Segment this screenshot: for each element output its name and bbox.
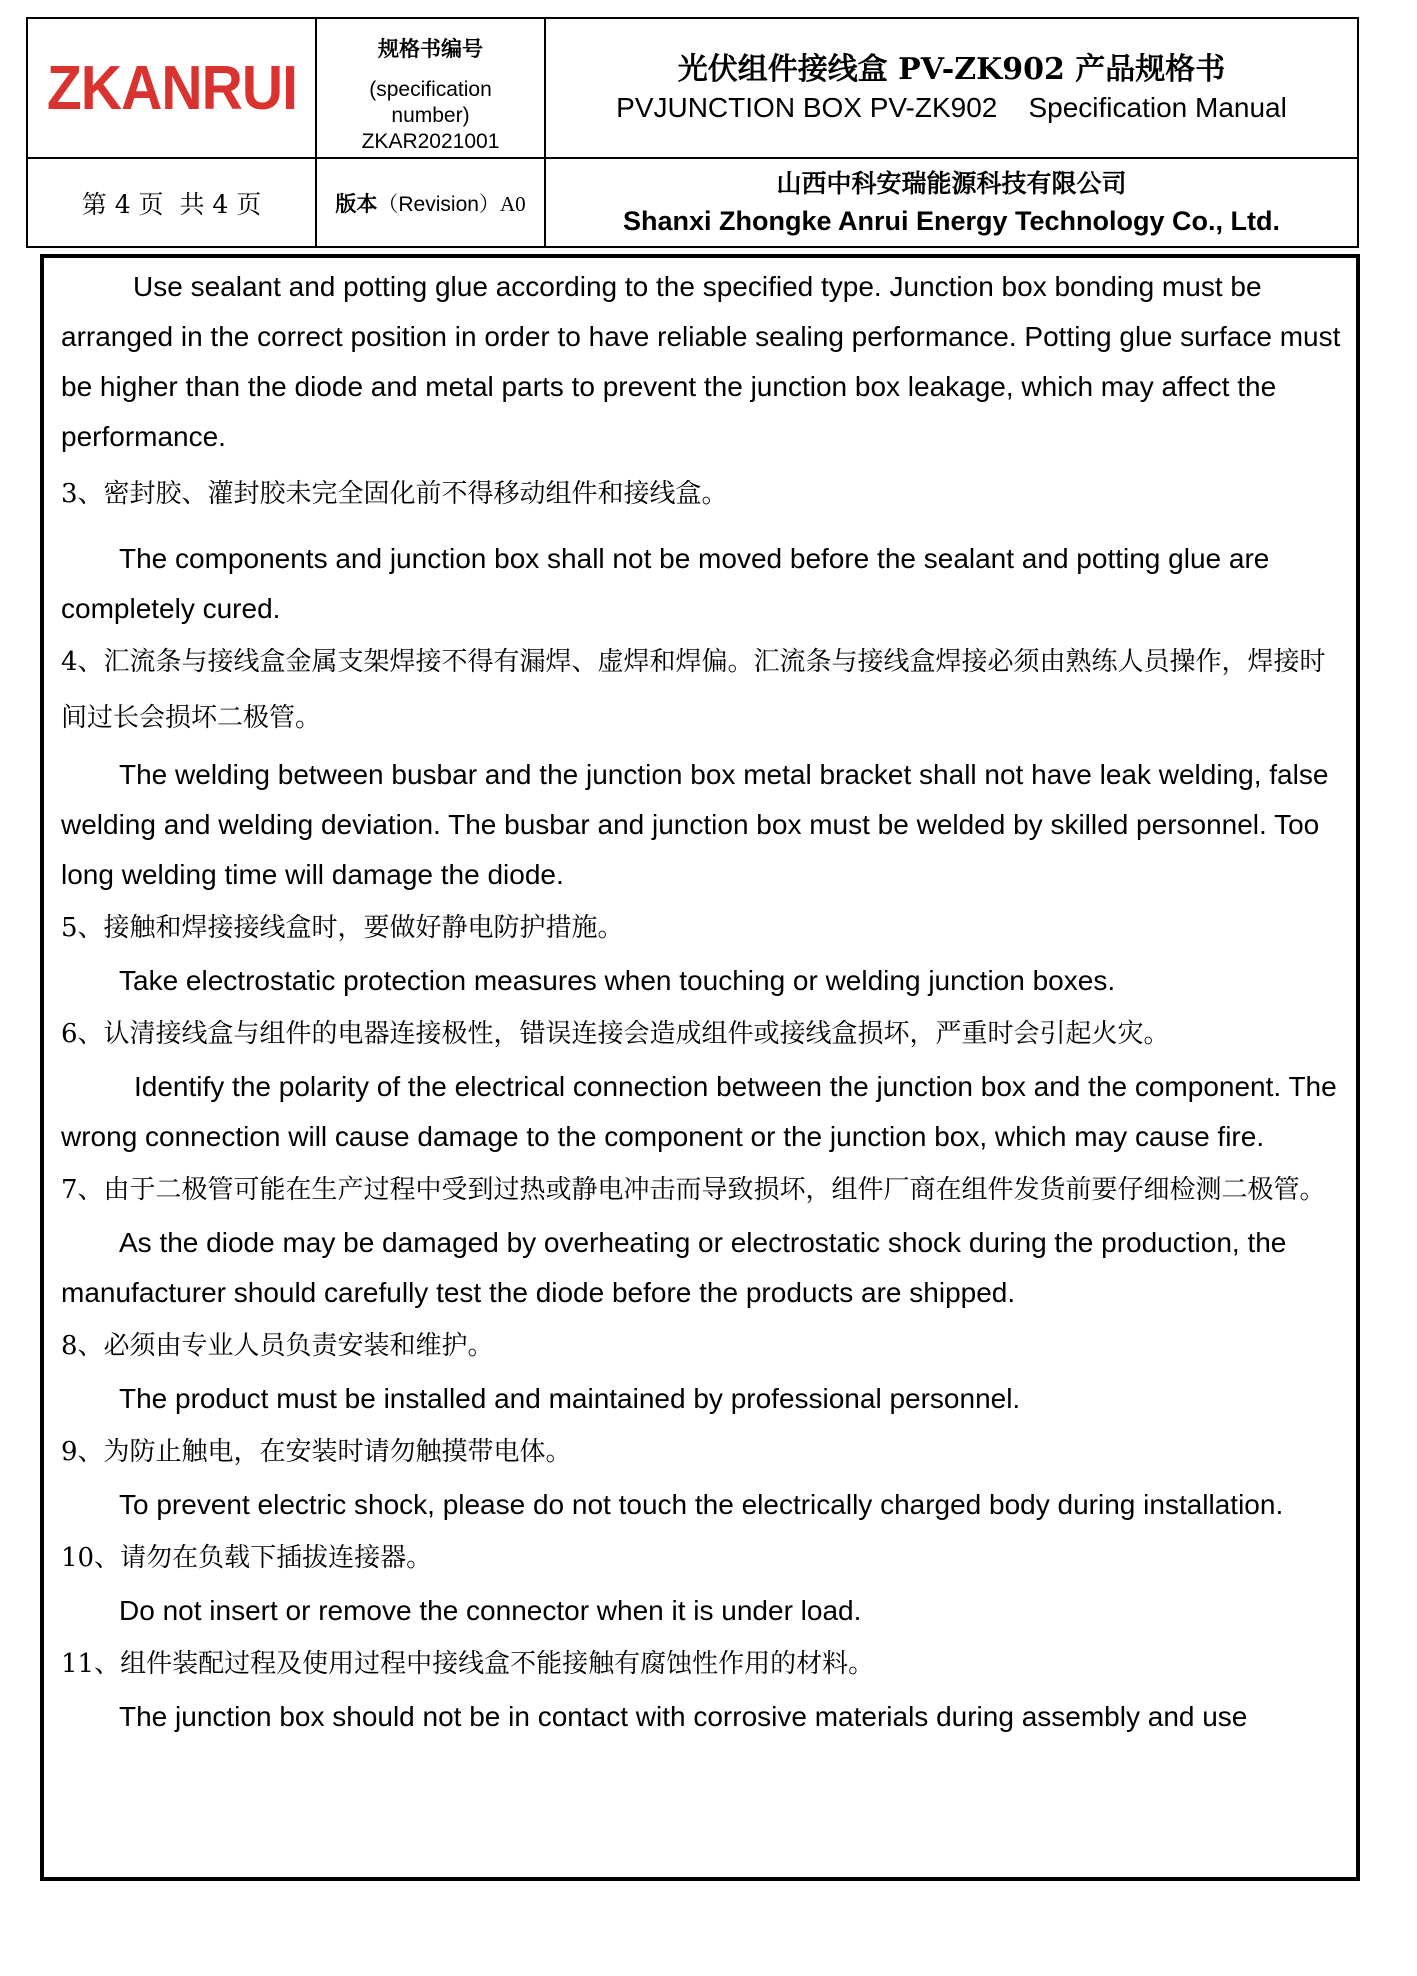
company-cell (546, 159, 1357, 246)
document-title-en: PVJUNCTION BOX PV-ZK902 Specification Manual (616, 92, 1287, 123)
revision-label-en: （Revision） (377, 192, 500, 216)
item-7-zh: 7、由于二极管可能在生产过程中受到过热或静电冲击而导致损坏，组件厂商在组件发货前要仔细检测二极管。 (61, 1175, 1326, 1205)
item-9-en: To prevent electric shock, please do not touch the electrically charged body during installation. (119, 1489, 1284, 1520)
document-title-zh: 光伏组件接线盒 PV-ZK902 产品规格书 (677, 52, 1226, 87)
item-6-zh: 6、认清接线盒与组件的电器连接极性，错误连接会造成组件或接线盒损坏，严重时会引起火灾。 (61, 1019, 1170, 1049)
item-8-zh: 8、必须由专业人员负责安装和维护。 (61, 1331, 494, 1361)
page-number: 第 4 页 共 4 页 (81, 189, 262, 219)
spec-number-cell (317, 19, 544, 157)
item-10-en: Do not insert or remove the connector when it is under load. (119, 1595, 862, 1626)
revision-value: A0 (499, 191, 526, 216)
title-cell (546, 19, 1357, 157)
document-header (26, 17, 1359, 248)
revision-cell (317, 159, 544, 246)
page-info-cell (28, 159, 315, 246)
spec-number-value: ZKAR2021001 (361, 130, 500, 153)
item-3-zh: 3、密封胶、灌封胶未完全固化前不得移动组件和接线盒。 (61, 479, 728, 509)
company-name-en: Shanxi Zhongke Anrui Energy Technology Co., Ltd. (622, 205, 1281, 236)
item-5-zh: 5、接触和焊接接线盒时，要做好静电防护措施。 (61, 913, 624, 943)
item-8-en: The product must be installed and maintained by professional personnel. (119, 1383, 1021, 1414)
company-name-zh: 山西中科安瑞能源科技有限公司 (776, 168, 1127, 198)
item-11-en: The junction box should not be in contact with corrosive materials during assembly and use (119, 1701, 1248, 1732)
item-6-en: Identify the polarity of the electrical connection between the junction box and the component. The wrong connection will cause damage to the component or the junction box, which may cause fire. (61, 1071, 1337, 1152)
item-4-zh: 4、汇流条与接线盒金属支架焊接不得有漏焊、虚焊和焊偏。汇流条与接线盒焊接必须由熟练人员操作，焊接时间过长会损坏二极管。 (61, 647, 1326, 733)
spec-number-label-en: (specification (369, 78, 492, 101)
spec-number-label-en-2: number) (391, 104, 470, 127)
item-10-zh: 10、请勿在负载下插拔连接器。 (61, 1543, 433, 1573)
item-11-zh: 11、组件装配过程及使用过程中接线盒不能接触有腐蚀性作用的材料。 (61, 1649, 875, 1679)
company-logo: ZKANRUI (46, 53, 297, 123)
paragraph-2-en: Use sealant and potting glue according to the specified type. Junction box bonding must be arranged in the correct position in order to have reliable sealing performance. Potting glue surface must be higher than the diode and metal parts to prevent the junction box leakage, which may affect the performance. (61, 271, 1341, 452)
item-5-en: Take electrostatic protection measures when touching or welding junction boxes. (119, 965, 1116, 996)
spec-number-label-zh: 规格书编号 (378, 36, 483, 61)
item-4-en: The welding between busbar and the junction box metal bracket shall not have leak welding, false welding and welding deviation. The busbar and junction box must be welded by skilled personnel. Too long welding time will damage the diode. (61, 759, 1329, 890)
content-body (61, 262, 1351, 1742)
revision-label-zh: 版本 (335, 190, 378, 216)
content-frame (40, 254, 1360, 1881)
item-3-en: The components and junction box shall not be moved before the sealant and potting glue are completely cured. (61, 543, 1270, 624)
logo-cell (28, 19, 315, 157)
revision (335, 188, 525, 218)
item-7-en: As the diode may be damaged by overheating or electrostatic shock during the production, the manufacturer should carefully test the diode before the products are shipped. (61, 1227, 1287, 1308)
item-9-zh: 9、为防止触电，在安装时请勿触摸带电体。 (61, 1437, 572, 1467)
